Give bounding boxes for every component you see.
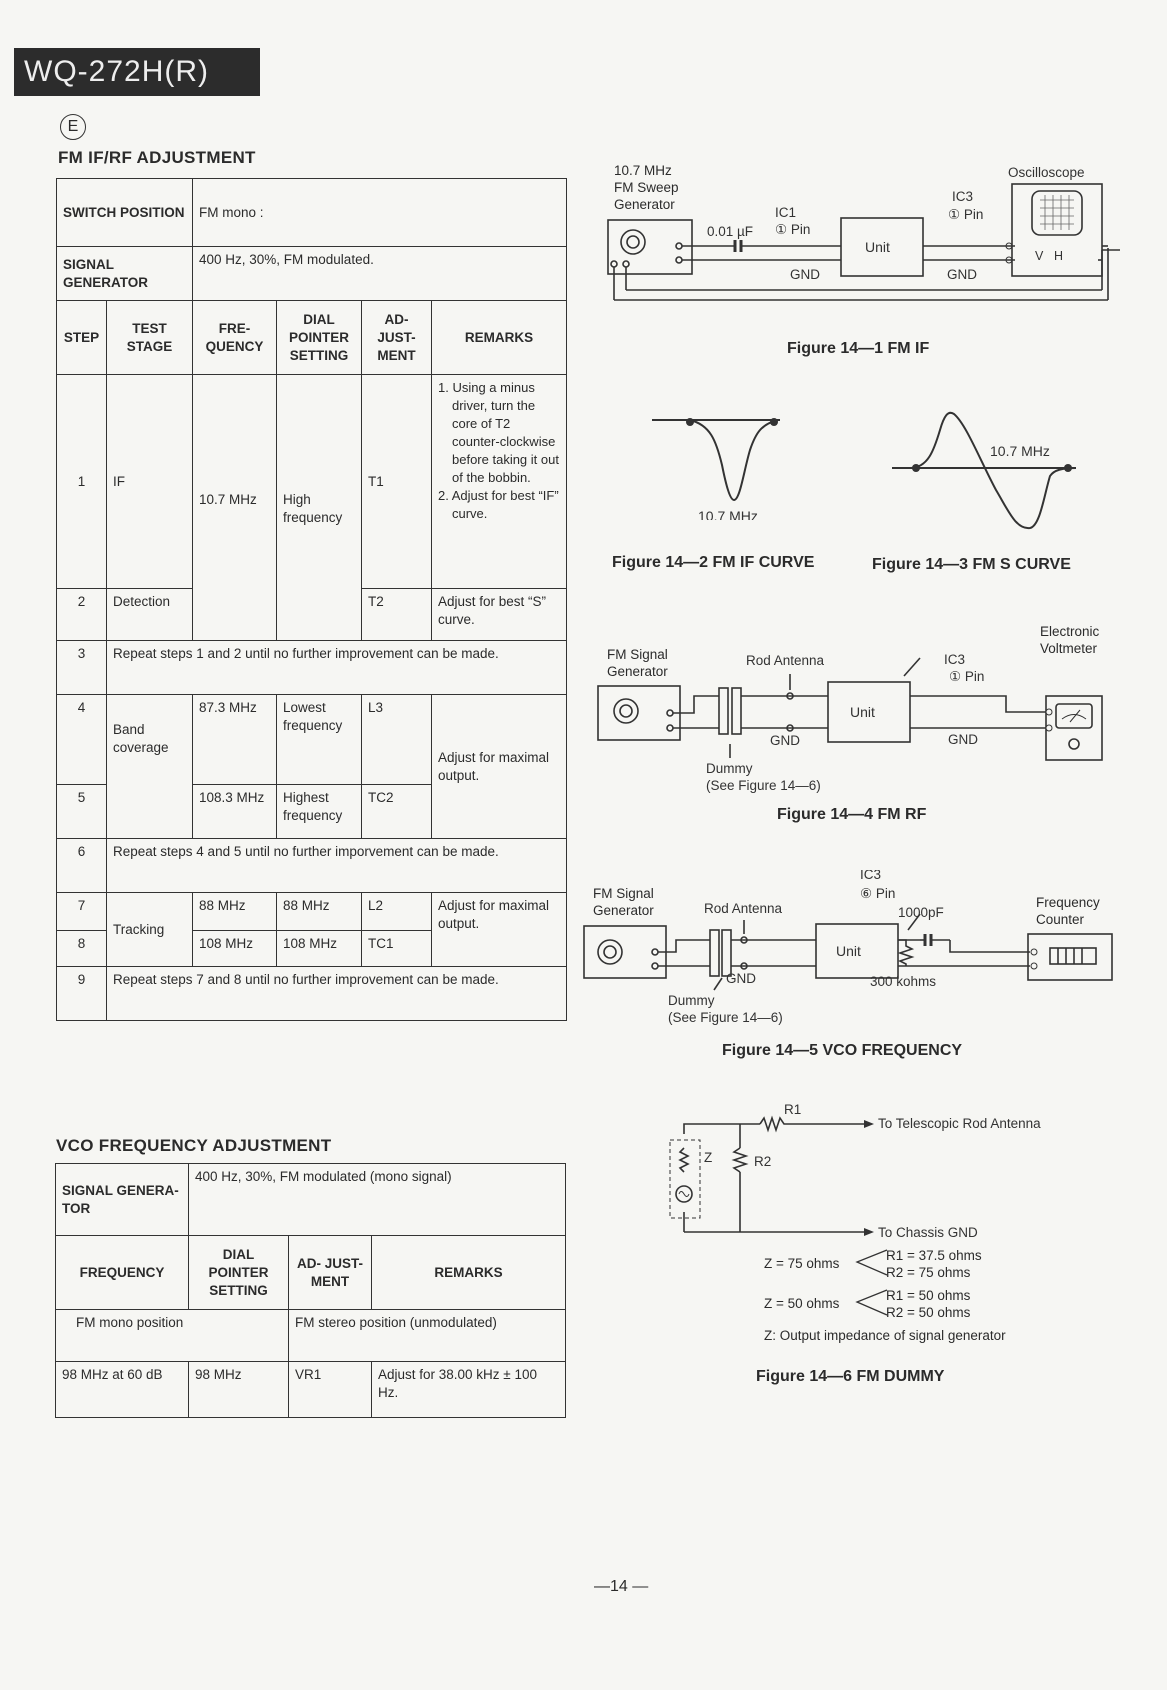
fig4-unit-label: Unit (850, 704, 875, 720)
step-1-2-dial: High frequency (277, 375, 362, 641)
step-7-dial: 88 MHz (277, 893, 362, 931)
fig5-ic3-label: IC3 (860, 870, 882, 882)
step-7-8-stage: Tracking (107, 893, 193, 967)
fig4-caption: Figure 14—4 FM RF (777, 806, 927, 823)
fig5-gnd-label: GND (726, 971, 756, 986)
vco-mono-position: FM mono position (56, 1310, 289, 1362)
fig1-gnd-2: GND (947, 267, 977, 282)
fig5-unit-label: Unit (836, 943, 861, 959)
step-4: 4 (57, 695, 107, 785)
fig6-dummy-circuit (664, 1104, 1084, 1254)
vco-remarks-value: Adjust for 38.00 kHz ± 100 Hz. (372, 1362, 566, 1418)
fig6-z75-label: Z = 75 ohms (764, 1256, 840, 1271)
fig6-caption: Figure 14—6 FM DUMMY (756, 1368, 945, 1385)
step-8-adjustment: TC1 (362, 931, 432, 967)
fig5-pin-label: ⑥ Pin (860, 886, 896, 901)
vco-signal-generator-label: SIGNAL GENERA- TOR (56, 1164, 189, 1236)
fig1-ic1-label: IC1 (775, 205, 797, 220)
fig1-h-label: H (1054, 249, 1064, 263)
fig6-note: Z: Output impedance of signal generator (764, 1328, 1006, 1343)
fig1-fm-if-diagram (600, 160, 1120, 320)
step-1-adjustment: T1 (362, 375, 432, 589)
step-7: 7 (57, 893, 107, 931)
step-4-dial: Lowest frequency (277, 695, 362, 785)
step-3-text: Repeat steps 1 and 2 until no further improvement can be made. (107, 641, 567, 695)
vco-header-adjustment: AD- JUST- MENT (289, 1236, 372, 1310)
header-test-stage: TEST STAGE (107, 301, 193, 375)
fig6-to-rod: To Telescopic Rod Antenna (878, 1116, 1041, 1131)
fig3-caption: Figure 14—3 FM S CURVE (872, 556, 1071, 573)
fig1-ic3-label: IC3 (952, 189, 974, 204)
fig1-oscilloscope-label: Oscilloscope (1008, 165, 1085, 180)
fig4-ic3-label: IC3 (944, 652, 966, 667)
step-9: 9 (57, 967, 107, 1021)
switch-position-value: FM mono : (193, 179, 567, 247)
step-4-frequency: 87.3 MHz (193, 695, 277, 785)
fig1-cap-label: 0.01 µF (707, 224, 754, 239)
fig3-s-curve (890, 400, 1090, 540)
step-1-2-frequency: 10.7 MHz (193, 375, 277, 641)
step-1: 1 (57, 375, 107, 589)
fig6-z50-values: R1 = 50 ohms R2 = 50 ohms (886, 1288, 971, 1320)
switch-position-label: SWITCH POSITION (57, 179, 193, 247)
fig6-z-label: Z (704, 1150, 713, 1165)
fm-adjustment-title: FM IF/RF ADJUSTMENT (58, 148, 256, 167)
fig5-vco-diagram (580, 870, 1120, 1030)
model-badge: WQ-272H(R) (14, 48, 260, 96)
fig3-label: 10.7 MHz (990, 443, 1050, 459)
fig2-label: 10.7 MHz (698, 508, 758, 520)
header-adjustment: AD- JUST- MENT (362, 301, 432, 375)
fig4-generator-label: FM Signal Generator (607, 647, 668, 679)
fig4-dummy-label: Dummy (706, 761, 753, 776)
step-2-remarks: Adjust for best “S” curve. (432, 589, 567, 641)
fig4-gnd-1: GND (770, 733, 800, 748)
step-1-remark-2: 2. Adjust for best “IF” curve. (438, 488, 559, 521)
step-1-remarks (432, 375, 567, 589)
vco-signal-generator-value: 400 Hz, 30%, FM modulated (mono signal) (189, 1164, 566, 1236)
fig6-z75-values: R1 = 37.5 ohms R2 = 75 ohms (886, 1248, 982, 1280)
fig2-if-curve (650, 400, 830, 520)
step-6-text: Repeat steps 4 and 5 until no further imporvement can be made. (107, 839, 567, 893)
fig4-voltmeter-label: Electronic Voltmeter (1040, 624, 1100, 656)
fig6-to-gnd: To Chassis GND (878, 1225, 978, 1240)
signal-generator-label: SIGNAL GENERATOR (57, 247, 193, 301)
fig5-dummy-ref: (See Figure 14—6) (668, 1010, 783, 1025)
vco-header-frequency: FREQUENCY (56, 1236, 189, 1310)
step-8: 8 (57, 931, 107, 967)
vco-header-dial: DIAL POINTER SETTING (189, 1236, 289, 1310)
step-3: 3 (57, 641, 107, 695)
fig6-r1-label: R1 (784, 1104, 802, 1117)
fig5-caption: Figure 14—5 VCO FREQUENCY (722, 1042, 963, 1059)
step-7-frequency: 88 MHz (193, 893, 277, 931)
step-6: 6 (57, 839, 107, 893)
step-2: 2 (57, 589, 107, 641)
vco-dial-value: 98 MHz (189, 1362, 289, 1418)
vco-adjustment-value: VR1 (289, 1362, 372, 1418)
step-7-adjustment: L2 (362, 893, 432, 931)
header-frequency: FRE- QUENCY (193, 301, 277, 375)
fig4-gnd-2: GND (948, 732, 978, 747)
fig5-res-label: 300 kohms (870, 974, 937, 989)
fig1-unit-label: Unit (865, 239, 890, 255)
vco-frequency-value: 98 MHz at 60 dB (56, 1362, 189, 1418)
fig6-z50-label: Z = 50 ohms (764, 1296, 840, 1311)
fig4-pin-label: ① Pin (949, 669, 985, 684)
fig5-dummy-label: Dummy (668, 993, 715, 1008)
header-remarks: REMARKS (432, 301, 567, 375)
fig5-counter-label: Frequency Counter (1036, 895, 1100, 927)
fig1-ic3-pin: ① Pin (948, 207, 984, 222)
step-5-frequency: 108.3 MHz (193, 785, 277, 839)
step-4-adjustment: L3 (362, 695, 432, 785)
step-8-frequency: 108 MHz (193, 931, 277, 967)
vco-stereo-position: FM stereo position (unmodulated) (289, 1310, 566, 1362)
fig5-generator-label: FM Signal Generator (593, 886, 654, 918)
fig1-gnd-1: GND (790, 267, 820, 282)
step-2-stage: Detection (107, 589, 193, 641)
fig2-caption: Figure 14—2 FM IF CURVE (612, 554, 815, 571)
fig1-v-label: V (1035, 249, 1044, 263)
step-4-5-remarks: Adjust for maximal output. (432, 695, 567, 839)
step-2-adjustment: T2 (362, 589, 432, 641)
step-9-text: Repeat steps 7 and 8 until no further improvement can be made. (107, 967, 567, 1021)
header-step: STEP (57, 301, 107, 375)
step-1-remark-1: 1. Using a minus driver, turn the core of T2 counter-clockwise before taking it out of the bobbin. (438, 380, 559, 485)
fig4-dummy-ref: (See Figure 14—6) (706, 778, 821, 793)
step-1-stage: IF (107, 375, 193, 589)
step-4-5-stage: Band coverage (107, 695, 193, 839)
fig6-r2-label: R2 (754, 1154, 772, 1169)
vco-adjustment-table (55, 1163, 566, 1418)
step-5-dial: Highest frequency (277, 785, 362, 839)
signal-generator-value: 400 Hz, 30%, FM modulated. (193, 247, 567, 301)
fig1-ic1-pin: ① Pin (775, 222, 811, 237)
page-number: —14 — (594, 1578, 649, 1595)
step-8-dial: 108 MHz (277, 931, 362, 967)
fig4-fm-rf-diagram (594, 640, 1114, 800)
fig1-caption: Figure 14—1 FM IF (787, 340, 930, 357)
header-dial-pointer: DIAL POINTER SETTING (277, 301, 362, 375)
step-7-8-remarks: Adjust for maximal output. (432, 893, 567, 967)
vco-adjustment-title: VCO FREQUENCY ADJUSTMENT (56, 1136, 332, 1155)
fm-adjustment-table (56, 178, 567, 1021)
fig1-sweep-generator-label: 10.7 MHz FM Sweep Generator (614, 163, 679, 212)
vco-header-remarks: REMARKS (372, 1236, 566, 1310)
step-5: 5 (57, 785, 107, 839)
fig5-cap-label: 1000pF (898, 905, 944, 920)
step-5-adjustment: TC2 (362, 785, 432, 839)
fig4-rod-label: Rod Antenna (746, 653, 825, 668)
fig5-rod-label: Rod Antenna (704, 901, 783, 916)
section-mark: E (60, 114, 86, 140)
